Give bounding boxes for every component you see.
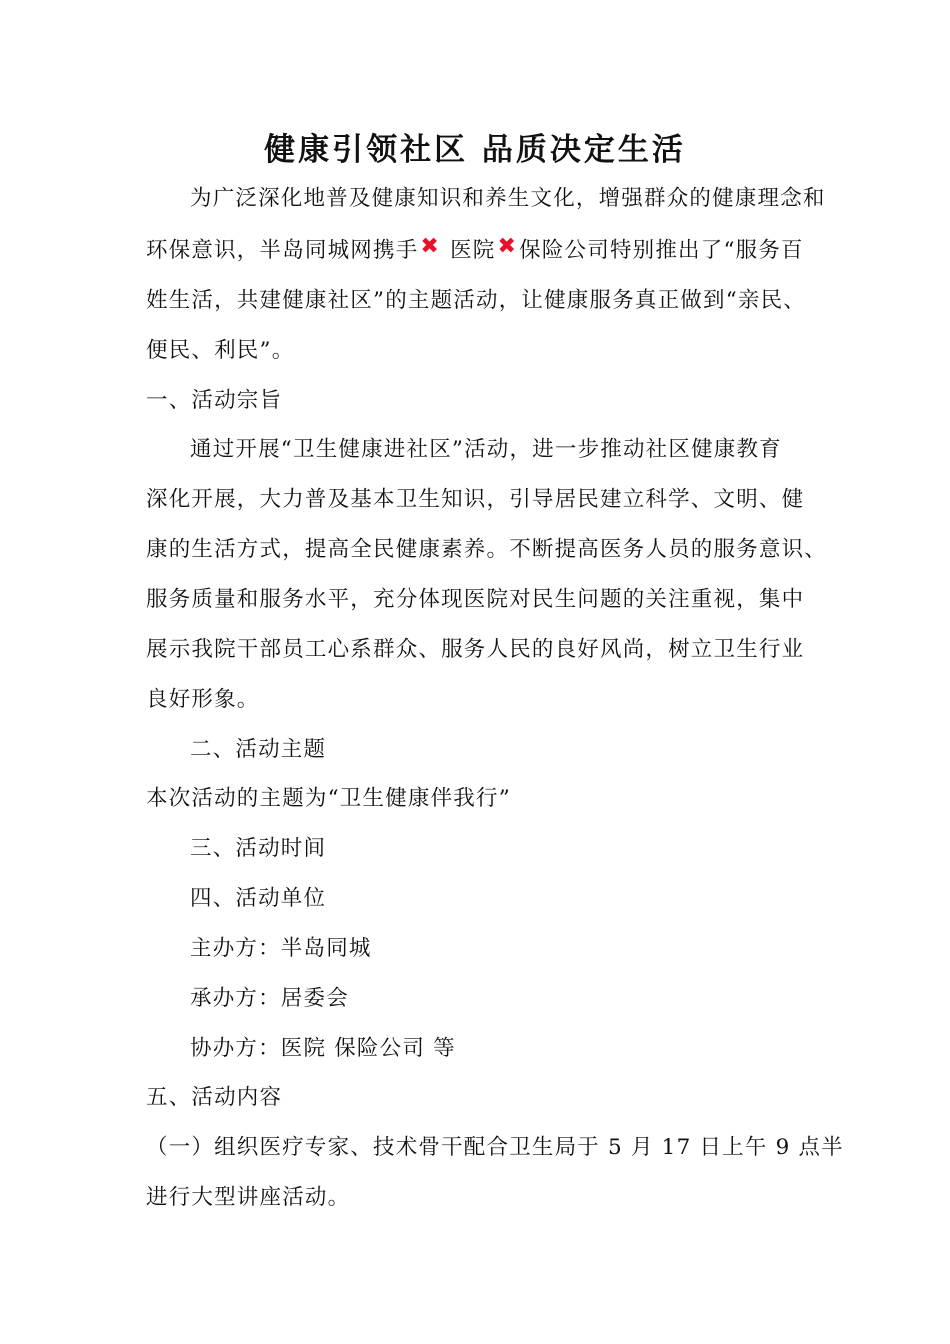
organizer-line: 承办方：居委会	[190, 986, 349, 1011]
intro-line-3: 姓生活，共建健康社区”的主题活动，让健康服务真正做到“亲民、	[146, 288, 806, 313]
section-4-heading: 四、活动单位	[190, 886, 327, 911]
section-1-line: 康的生活方式，提高全民健康素养。不断提高医务人员的服务意识、	[146, 537, 828, 562]
section-5-item-1-line-2: 进行大型讲座活动。	[146, 1185, 351, 1210]
intro-line-4: 便民、利民”。	[146, 338, 295, 363]
intro-line-1: 为广泛深化地普及健康知识和养生文化，增强群众的健康理念和	[190, 186, 826, 211]
section-1-line: 服务质量和服务水平，充分体现医院对民生问题的关注重视，集中	[146, 587, 805, 612]
section-1-line: 通过开展“卫生健康进社区”活动，进一步推动社区健康教育	[190, 437, 782, 462]
section-1-line: 展示我院干部员工心系群众、服务人民的良好风尚，树立卫生行业	[146, 637, 805, 662]
host-line: 主办方：半岛同城	[190, 936, 372, 961]
section-5-item-1-line-1: （一）组织医疗专家、技术骨干配合卫生局于 5 月 17 日上午 9 点半	[146, 1135, 844, 1160]
intro-line-2	[146, 236, 804, 266]
intro-line-2-part-c: 保险公司特别推出了“服务百	[519, 238, 804, 263]
section-1-line: 良好形象。	[146, 687, 260, 712]
section-2-heading: 二、活动主题	[190, 737, 327, 762]
red-x-icon: ✖	[497, 234, 518, 259]
red-x-icon: ✖	[420, 234, 441, 259]
co-organizer-line: 协办方：医院 保险公司 等	[190, 1036, 456, 1061]
section-1-line: 深化开展，大力普及基本卫生知识，引导居民建立科学、文明、健	[146, 487, 805, 512]
intro-line-2-part-b: 医院	[450, 238, 496, 263]
document-title: 健康引领社区 品质决定生活	[264, 132, 686, 168]
section-2-text: 本次活动的主题为“卫生健康伴我行”	[146, 786, 511, 811]
intro-line-2-part-a: 环保意识，半岛同城网携手	[146, 238, 419, 263]
section-5-heading: 五、活动内容	[146, 1085, 283, 1110]
section-1-heading: 一、活动宗旨	[146, 388, 283, 413]
section-3-heading: 三、活动时间	[190, 836, 327, 861]
